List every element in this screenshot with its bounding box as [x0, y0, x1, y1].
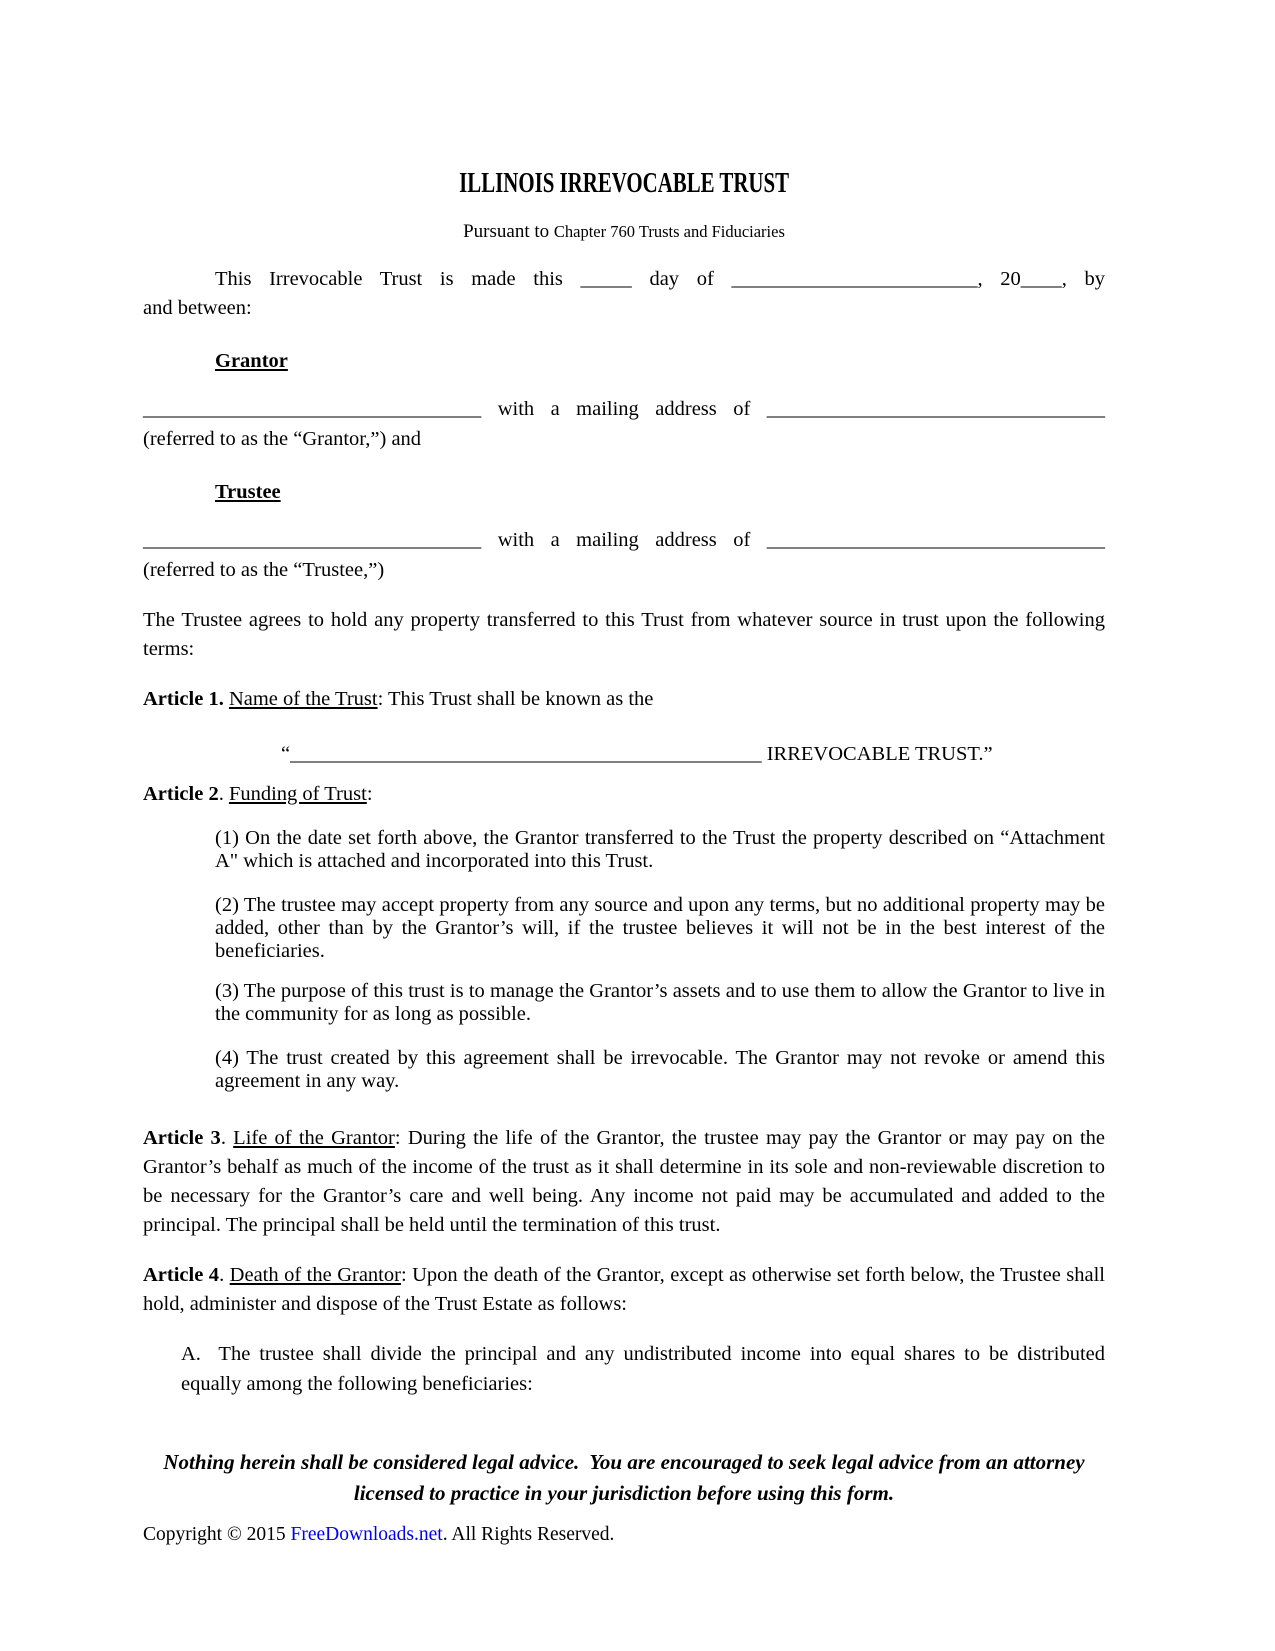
grantor-heading: Grantor: [215, 350, 288, 372]
intro-year-prefix: , 20: [977, 268, 1021, 290]
article-3-paragraph: [143, 1124, 1105, 1240]
article-1-heading-line: [143, 685, 1105, 714]
article-3-sep: .: [220, 1126, 234, 1149]
subtitle-prefix: Pursuant to: [463, 221, 554, 242]
intro-day-of: day of: [631, 268, 732, 290]
trustee-fill-line: [143, 525, 1105, 555]
intro-by: , by: [1061, 268, 1105, 290]
article-1-label: Article 1.: [143, 687, 224, 710]
beneficiaries-item-a: A. The trustee shall divide the principal and any undistributed income into equal shares to be distributed equally among the following beneficiaries:: [181, 1343, 1105, 1395]
intro-paragraph: [143, 265, 1105, 323]
intro-made-this: This Irrevocable Trust is made this: [215, 268, 581, 290]
copyright-line: [143, 1524, 1105, 1546]
date-blank: ________________________: [731, 268, 978, 290]
article-2-sep: .: [218, 782, 229, 805]
grantor-mailing-label: with a mailing address of: [481, 398, 767, 420]
trust-name-blank: ______________________________________________: [290, 742, 762, 765]
trustee-heading: Trustee: [215, 481, 281, 503]
article-4-sep: .: [219, 1263, 230, 1286]
article-2-heading: Funding of Trust: [228, 782, 367, 805]
freedownloads-link[interactable]: FreeDownloads.net: [290, 1524, 443, 1545]
article-1-heading: Name of the Trust: [228, 687, 378, 710]
article-1-rest: : This Trust shall be known as the: [377, 687, 654, 710]
year-blank: ____: [1020, 268, 1062, 290]
document-title: [143, 166, 1105, 200]
copyright-suffix: . All Rights Reserved.: [442, 1524, 615, 1545]
article-4-paragraph: [143, 1261, 1105, 1319]
intro-line-1: [143, 265, 1105, 294]
grantor-fill-block: [143, 394, 1105, 454]
funding-item-2: (2) The trustee may accept property from any source and upon any terms, but no additional property may be added, other than by the Grantor’s will, if the trustee believes it will not be in the best interest of the beneficiaries.: [215, 893, 1105, 962]
grantor-fill-line: [143, 394, 1105, 424]
grantor-address-blank: _________________________________: [766, 398, 1105, 420]
trustee-mailing-label: with a mailing address of: [481, 529, 767, 551]
document-title-text: ILLINOIS IRREVOCABLE TRUST: [459, 167, 789, 199]
trustee-fill-block: [143, 525, 1105, 585]
trust-name-suffix: IRREVOCABLE TRUST.”: [761, 742, 993, 765]
trustee-address-blank: _________________________________: [766, 529, 1105, 551]
grantor-name-blank: _________________________________: [143, 398, 482, 420]
article-3-body: : During the life of the Grantor, the trustee may pay the Grantor or may pay on the Grantor’s behalf as much of the income of the trust as it shall determine in its sole and non-reviewable discretion to be necessary for the Grantor’s care and well being. Any income not paid may be accumulated and added to the principal. The principal shall be held until the termination of this trust.: [143, 1126, 1106, 1236]
article-3-label: Article 3: [143, 1126, 221, 1149]
open-quote: “: [281, 742, 291, 765]
trust-name-fill-line: [281, 740, 1105, 769]
trustee-referred-line: (referred to as the “Trustee,”): [143, 559, 385, 581]
article-4-body: : Upon the death of the Grantor, except as otherwise set forth below, the Trustee shall hold, administer and dispose of the Trust Estate as follows:: [143, 1263, 1105, 1315]
trustee-name-blank: _________________________________: [143, 529, 482, 551]
document-content: [143, 0, 1105, 1546]
funding-item-3: (3) The purpose of this trust is to manage the Grantor’s assets and to use them to allow the Grantor to live in the community for as long as possible.: [215, 979, 1105, 1025]
article-2-heading-line: [143, 780, 1105, 809]
subtitle-statute: Chapter 760 Trusts and Fiduciaries: [553, 222, 785, 241]
terms-intro-paragraph: The Trustee agrees to hold any property transferred to this Trust from whatever source in trust upon the following terms:: [143, 609, 1105, 660]
day-blank: _____: [580, 268, 632, 290]
article-4-heading: Death of the Grantor: [229, 1263, 401, 1286]
copyright-prefix: Copyright © 2015: [143, 1524, 291, 1545]
article-2-rest: :: [366, 782, 373, 805]
article-4-label: Article 4: [143, 1263, 220, 1286]
article-3-heading: Life of the Grantor: [233, 1126, 395, 1149]
grantor-referred-line: (referred to as the “Grantor,”) and: [143, 428, 422, 450]
funding-item-1: (1) On the date set forth above, the Grantor transferred to the Trust the property described on “Attachment A" which is attached and incorporated into this Trust.: [215, 826, 1105, 872]
article-2-label: Article 2: [143, 782, 219, 805]
intro-line-2: and between:: [143, 297, 252, 319]
legal-disclaimer: Nothing herein shall be considered legal advice. You are encouraged to seek legal advice from an attorney licensed to practice in your jurisdiction before using this form.: [163, 1450, 1085, 1505]
funding-item-4: (4) The trust created by this agreement shall be irrevocable. The Grantor may not revoke or amend this agreement in any way.: [215, 1046, 1105, 1092]
document-subtitle: [143, 220, 1105, 245]
